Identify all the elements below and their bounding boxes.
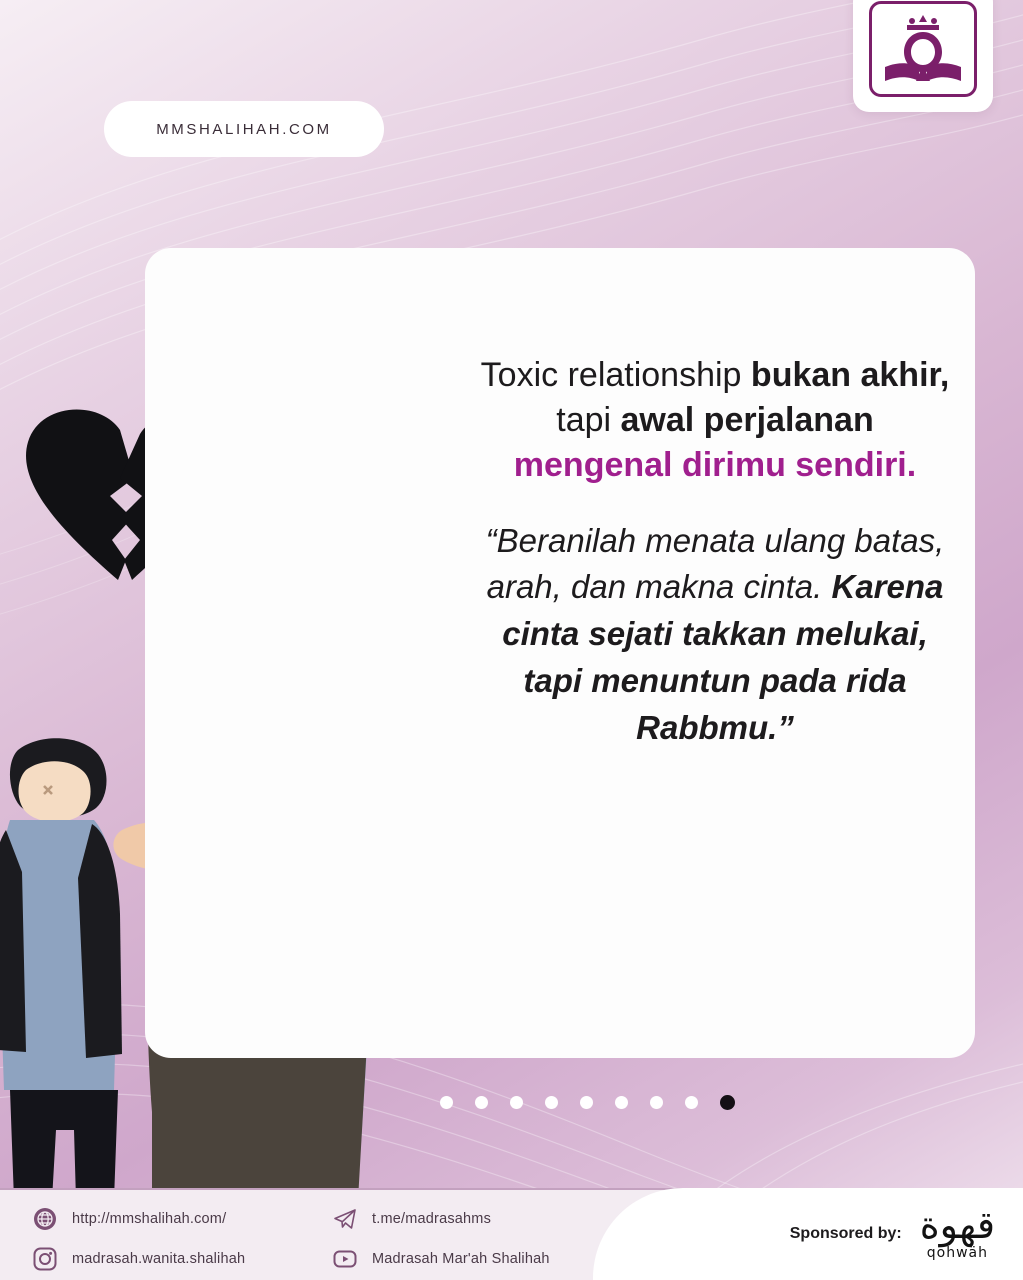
carousel-dot[interactable] — [545, 1096, 558, 1109]
footer-telegram-text: t.me/madrasahms — [372, 1211, 492, 1227]
quote-part2: Karena cinta sejati takkan melukai, tapi menuntun pada rida Rabbmu.” — [502, 568, 944, 747]
footer-link-website[interactable] — [32, 1206, 245, 1232]
footer-link-telegram[interactable] — [332, 1206, 550, 1232]
headline-line2-bold: awal perjalanan — [620, 400, 874, 439]
site-url-pill[interactable] — [104, 101, 384, 157]
telegram-icon — [332, 1206, 358, 1232]
headline-line1-bold: bukan akhir, — [750, 356, 950, 394]
carousel-dots[interactable] — [440, 1095, 735, 1110]
headline-line1-plain: Toxic relationship — [480, 356, 751, 394]
sponsor-block — [789, 1203, 995, 1262]
carousel-dot[interactable] — [615, 1096, 628, 1109]
sponsor-label: Sponsored by: — [789, 1225, 902, 1242]
footer-link-instagram[interactable] — [32, 1246, 245, 1272]
footer-link-youtube[interactable] — [332, 1246, 550, 1272]
footer-website-text: http://mmshalihah.com/ — [72, 1211, 227, 1227]
carousel-dot[interactable] — [440, 1096, 453, 1109]
footer-bar — [0, 1188, 1023, 1280]
brand-logo-badge — [853, 0, 993, 112]
carousel-dot[interactable] — [580, 1096, 593, 1109]
carousel-dot[interactable] — [475, 1096, 488, 1109]
globe-icon — [32, 1206, 58, 1232]
card-text-block — [475, 353, 955, 752]
sponsor-arabic-text: قهوة — [919, 1203, 995, 1247]
footer-links-left — [32, 1206, 245, 1272]
carousel-dot-active[interactable] — [720, 1095, 735, 1110]
footer-youtube-text: Madrasah Mar'ah Shalihah — [372, 1251, 550, 1267]
instagram-icon — [32, 1246, 58, 1272]
footer-links-mid — [332, 1206, 550, 1272]
headline-line2-plain: tapi — [556, 400, 621, 439]
boy-figure — [0, 738, 122, 1200]
sponsor-logo — [919, 1203, 995, 1262]
brand-logo-icon — [869, 1, 977, 97]
carousel-dot[interactable] — [510, 1096, 523, 1109]
carousel-dot[interactable] — [685, 1096, 698, 1109]
quote-part1: “Beranilah menata ulang batas, arah, dan makna cinta. — [485, 521, 945, 606]
carousel-dot[interactable] — [650, 1096, 663, 1109]
youtube-icon — [332, 1246, 358, 1272]
footer-instagram-text: madrasah.wanita.shalihah — [72, 1251, 246, 1267]
quote — [475, 518, 955, 752]
content-card — [145, 248, 975, 1058]
headline-line3-accent: mengenal dirimu sendiri. — [513, 445, 917, 484]
sponsor-latin-text: qohwäh — [926, 1245, 988, 1261]
headline — [475, 353, 955, 488]
site-url-text: MMSHALIHAH.COM — [156, 120, 332, 138]
